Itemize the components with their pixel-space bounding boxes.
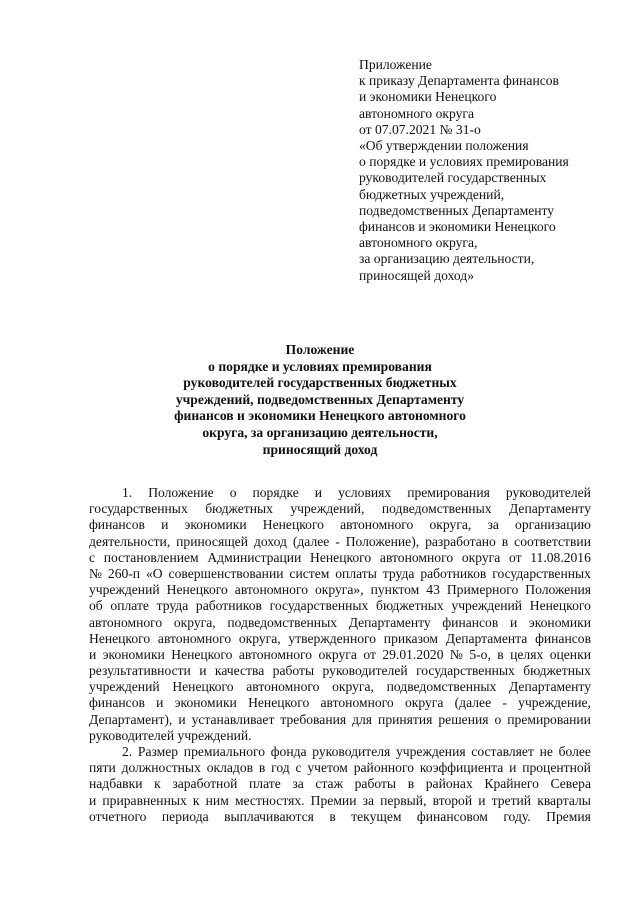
word: и xyxy=(509,760,517,776)
word: от xyxy=(363,646,376,662)
word: (далее xyxy=(292,533,330,549)
word: год xyxy=(271,760,290,776)
word: труда xyxy=(156,598,189,614)
word: - xyxy=(502,695,507,711)
word: приказом xyxy=(383,630,439,646)
word: Департамент), xyxy=(89,711,173,727)
word: и xyxy=(89,646,97,662)
body-line xyxy=(89,760,591,776)
word: подведомственных xyxy=(386,679,497,695)
word: составляет xyxy=(471,744,534,759)
word: автономного xyxy=(234,582,308,598)
word: Севера xyxy=(550,776,591,792)
word: труда xyxy=(382,565,415,581)
word: Ненецкого xyxy=(529,598,591,614)
body-line xyxy=(89,776,591,792)
body-line xyxy=(89,598,591,614)
word: Ненецкого xyxy=(310,549,372,565)
body-line xyxy=(89,501,591,517)
word: округа, xyxy=(238,630,281,646)
word: автономного xyxy=(246,679,320,695)
body-line xyxy=(89,534,591,550)
body-line xyxy=(89,566,591,582)
word: округа xyxy=(461,549,501,565)
word: за xyxy=(362,792,375,808)
word: учреждений. xyxy=(177,727,252,743)
body-line xyxy=(89,582,591,598)
word: 1. xyxy=(122,485,133,500)
appendix-line: к приказу Департамента финансов xyxy=(359,73,559,89)
word: не xyxy=(539,744,553,759)
word: 43 xyxy=(426,582,440,598)
word: подведомственных xyxy=(227,614,338,630)
word: экономики xyxy=(528,614,591,630)
word: учреждений xyxy=(89,582,160,598)
word: учреждения xyxy=(396,744,466,759)
word: более xyxy=(558,744,591,759)
word: районного xyxy=(353,760,415,776)
word: приносящей xyxy=(176,533,248,549)
word: третий xyxy=(491,792,532,808)
word: утвержденного xyxy=(288,630,377,646)
word: в xyxy=(258,760,266,776)
word: соответствии xyxy=(514,533,591,549)
word: заработной xyxy=(172,776,238,792)
word: округа, xyxy=(429,517,472,533)
word: округа», xyxy=(314,582,364,598)
word: (далее xyxy=(454,695,492,711)
word: экономики xyxy=(174,695,237,711)
word: Департаменту xyxy=(508,501,591,517)
body-line xyxy=(89,695,591,711)
word: работников xyxy=(195,598,262,614)
word: с xyxy=(295,760,302,776)
word: премировании xyxy=(507,711,591,727)
word: экономики xyxy=(184,517,247,533)
word: условиях xyxy=(338,485,392,500)
appendix-line: о порядке и условиях премирования xyxy=(359,154,569,170)
word: Положение), xyxy=(345,533,420,549)
word: автономного xyxy=(238,646,313,662)
word: и xyxy=(199,663,207,679)
word: в xyxy=(407,776,415,792)
word: Положения xyxy=(525,582,591,598)
word: коэффициента xyxy=(419,760,504,776)
word: качества xyxy=(214,663,265,679)
word: № xyxy=(449,646,463,662)
word: в xyxy=(497,646,504,662)
title-line: руководителей государственных бюджетных xyxy=(183,375,457,391)
body-line xyxy=(89,793,591,809)
word: финансовом xyxy=(416,808,488,824)
title-line: Положение xyxy=(285,342,355,357)
word: бюджетных xyxy=(523,663,591,679)
word: Администрации xyxy=(207,549,302,565)
word: финансов xyxy=(535,630,591,646)
word: стаж xyxy=(315,776,343,792)
word: Ненецкого xyxy=(171,646,233,662)
word: государственных xyxy=(492,565,591,581)
word: премиального xyxy=(183,744,266,759)
word: Ненецкого xyxy=(89,630,151,646)
word: 29.01.2020 xyxy=(382,646,444,662)
title-line: приносящий доход xyxy=(262,441,378,457)
appendix-line: от 07.07.2021 № 31-о xyxy=(359,121,481,137)
word: местностях. xyxy=(234,792,305,808)
word: требования xyxy=(280,711,347,727)
word: фонда xyxy=(270,744,307,759)
body-line xyxy=(89,679,591,695)
word: Примерного xyxy=(446,582,519,598)
body-line xyxy=(89,809,591,825)
word: разработано xyxy=(425,533,496,549)
appendix-line: Приложение xyxy=(359,57,432,72)
word: подведомственных xyxy=(381,501,492,517)
word: автономного xyxy=(157,630,232,646)
word: 2. xyxy=(122,744,133,759)
word: кварталы xyxy=(537,792,591,808)
body-line xyxy=(89,663,591,679)
word: финансов xyxy=(89,695,145,711)
word: руководителей xyxy=(322,663,408,679)
title-line: округа, за организацию деятельности, xyxy=(202,424,438,440)
body-line xyxy=(89,712,591,728)
word: учреждений xyxy=(89,679,160,695)
word: текущем xyxy=(351,808,402,824)
word: автономного xyxy=(340,517,414,533)
word: Ненецкого xyxy=(262,517,324,533)
word: первый, xyxy=(380,792,427,808)
word: и xyxy=(509,614,518,630)
word: работы xyxy=(272,663,315,679)
word: надбавки xyxy=(89,776,143,792)
word: Ненецкого xyxy=(172,679,234,695)
body-line xyxy=(89,550,591,566)
word: автономного xyxy=(89,614,163,630)
word: финансов xyxy=(442,614,499,630)
word: государственных xyxy=(269,598,369,614)
word: процентной xyxy=(522,760,591,776)
word: оплате xyxy=(110,598,149,614)
word: выплачиваются xyxy=(224,808,314,824)
word: Положение xyxy=(148,485,214,500)
word: Премия xyxy=(546,808,591,824)
word: второй xyxy=(432,792,473,808)
body-line xyxy=(89,517,591,533)
word: от xyxy=(508,549,522,565)
title-line: учреждений, подведомственных Департаменту xyxy=(175,391,465,407)
body-line xyxy=(89,728,591,744)
word: Размер xyxy=(137,744,179,759)
word: и xyxy=(161,517,169,533)
word: Департаменту xyxy=(348,614,431,630)
word: - xyxy=(335,533,340,549)
word: автономного xyxy=(320,695,394,711)
word: учреждение, xyxy=(518,695,591,711)
word: плате xyxy=(249,776,281,792)
word: учетом xyxy=(307,760,348,776)
word: в xyxy=(501,533,509,549)
word: Крайнего xyxy=(484,776,539,792)
word: Департаменту xyxy=(508,679,591,695)
word: районах xyxy=(425,776,473,792)
appendix-line: финансов и экономики Ненецкого xyxy=(359,219,556,235)
word: постановлением xyxy=(103,549,199,565)
word: доход xyxy=(253,533,287,549)
word: «О xyxy=(146,565,163,581)
word: за xyxy=(487,517,499,533)
title-line: финансов и экономики Ненецкого автономного xyxy=(174,408,466,424)
document-body xyxy=(89,485,591,825)
word: 260-п xyxy=(107,565,141,581)
word: о xyxy=(229,485,237,500)
word: оплаты xyxy=(335,565,377,581)
word: округа, xyxy=(332,679,374,695)
word: систем xyxy=(289,565,330,581)
appendix-line: приносящей доход» xyxy=(359,267,474,283)
title-line: о порядке и условиях премирования xyxy=(208,358,432,374)
word: руководителей xyxy=(89,727,178,743)
word: пунктом xyxy=(370,582,420,598)
appendix-line: за организацию деятельности, xyxy=(359,251,535,267)
body-line xyxy=(89,485,591,501)
appendix-line: подведомственных Департаменту xyxy=(359,202,555,218)
appendix-line: бюджетных учреждений, xyxy=(359,186,505,202)
word: и xyxy=(178,711,186,727)
word: с xyxy=(89,549,96,565)
word: к xyxy=(154,776,161,792)
word: учреждений, xyxy=(290,501,365,517)
appendix-line: и экономики Ненецкого xyxy=(359,89,497,105)
word: приравненных xyxy=(102,792,187,808)
word: 11.08.2016 xyxy=(530,549,591,565)
word: должностных xyxy=(121,760,201,776)
word: устанавливает xyxy=(191,711,275,727)
word: Ненецкого xyxy=(248,695,310,711)
appendix-line: «Об утверждении положения xyxy=(359,138,529,154)
appendix-header xyxy=(359,57,619,284)
word: автономного xyxy=(379,549,454,565)
body-line xyxy=(89,744,591,760)
word: ним xyxy=(205,792,229,808)
word: порядке xyxy=(252,485,299,500)
word: Департамента xyxy=(445,630,528,646)
word: руководителей xyxy=(505,485,591,500)
word: к xyxy=(192,792,200,808)
word: финансов xyxy=(89,517,145,533)
word: государственных xyxy=(416,663,515,679)
word: целях xyxy=(510,646,544,662)
word: учреждений xyxy=(451,598,523,614)
appendix-line: автономного округа xyxy=(359,105,475,121)
word: пяти xyxy=(89,760,116,776)
appendix-line: руководителей государственных xyxy=(359,170,547,186)
word: бюджетных xyxy=(376,598,444,614)
word: и xyxy=(89,792,97,808)
word: году. xyxy=(503,808,531,824)
word: округа, xyxy=(173,614,216,630)
appendix-line: автономного округа, xyxy=(359,235,478,251)
body-line xyxy=(89,647,591,663)
word: совершенствовании xyxy=(168,565,284,581)
word: премирования xyxy=(407,485,490,500)
word: отчетного xyxy=(89,808,147,824)
word: Ненецкого xyxy=(166,582,228,598)
word: бюджетных xyxy=(205,501,273,517)
word: оценки xyxy=(549,646,591,662)
word: работников xyxy=(420,565,487,581)
word: принятия xyxy=(378,711,433,727)
word: для xyxy=(352,711,373,727)
word: и xyxy=(156,695,164,711)
word: организацию xyxy=(515,517,591,533)
body-line xyxy=(89,615,591,631)
word: за xyxy=(292,776,304,792)
word: округа xyxy=(404,695,444,711)
word: решения xyxy=(438,711,489,727)
word: результативности xyxy=(89,663,191,679)
word: и xyxy=(478,792,486,808)
document-title xyxy=(60,342,580,458)
word: № xyxy=(89,565,102,581)
word: Премии xyxy=(310,792,357,808)
word: об xyxy=(89,598,103,614)
word: 5-о, xyxy=(469,646,491,662)
word: округа xyxy=(318,646,357,662)
word: экономики xyxy=(102,646,165,662)
word: руководителя xyxy=(312,744,391,759)
word: и xyxy=(314,485,323,500)
word: окладов xyxy=(206,760,254,776)
word: работы xyxy=(354,776,397,792)
word: о xyxy=(494,711,502,727)
word: периода xyxy=(161,808,209,824)
word: государственных xyxy=(89,501,188,517)
word: в xyxy=(329,808,336,824)
word: деятельности, xyxy=(89,533,171,549)
body-line xyxy=(89,631,591,647)
